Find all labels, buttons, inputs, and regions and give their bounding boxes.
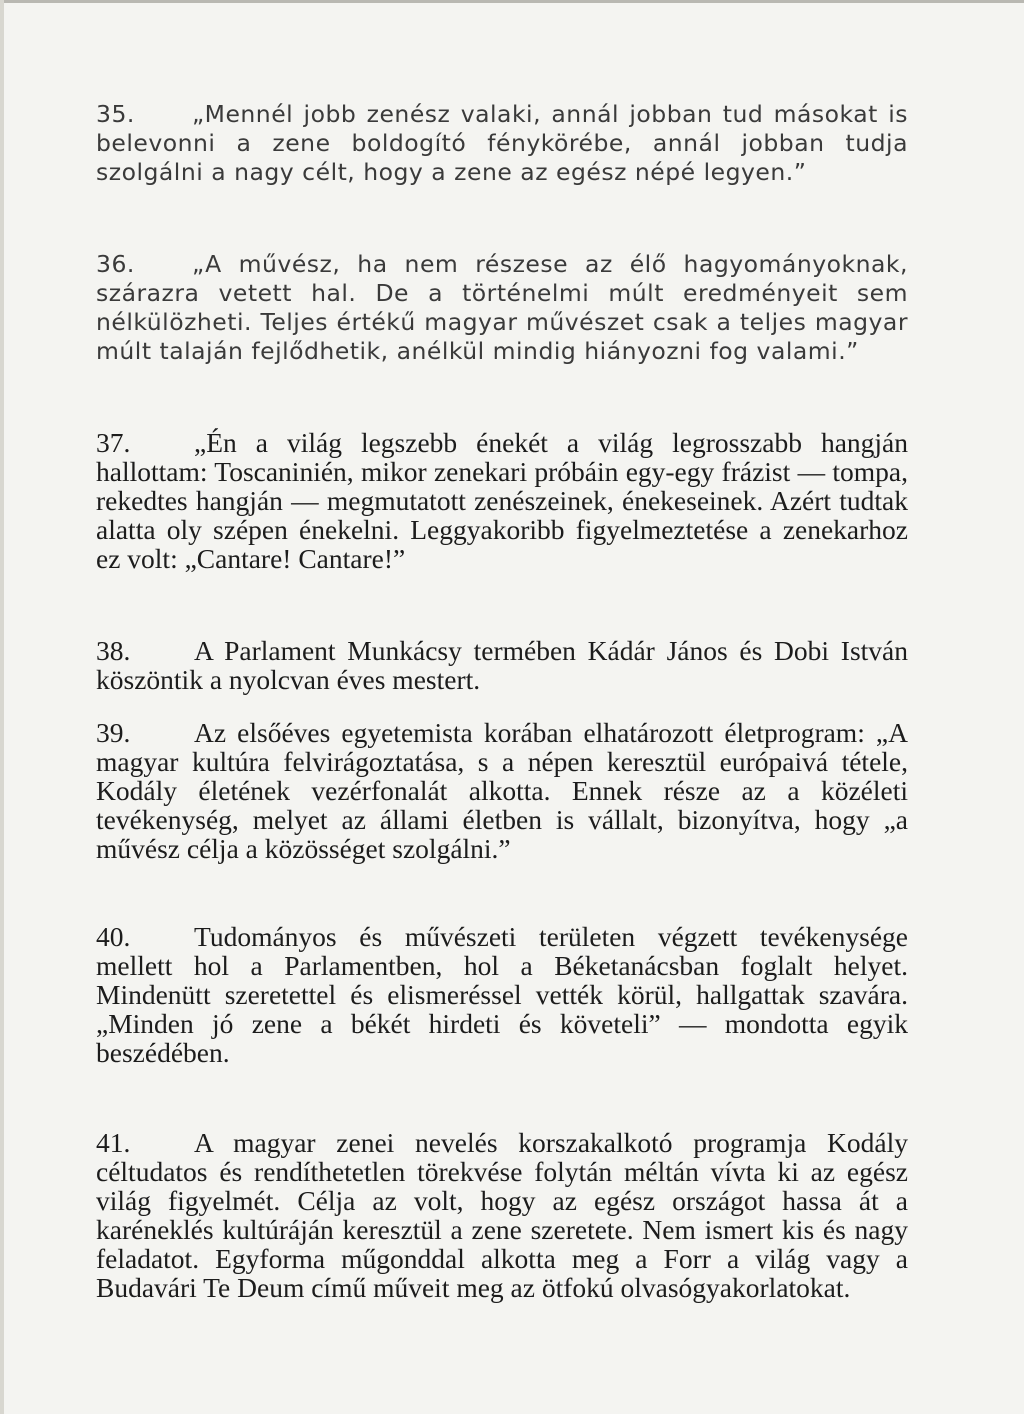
left-edge-shadow — [0, 0, 4, 1414]
caption-number: 39. — [96, 717, 131, 748]
caption-entry-39 — [96, 718, 908, 863]
caption-number: 41. — [96, 1127, 131, 1158]
caption-text: Tudományos és művészeti területen végzett tevékenysége mellett hol a Parlamentben, hol a Béketanácsban foglalt helyet. Mindenütt szeretettel és elismeréssel vették körül, hallgattak szavára. „Minden jó zene a békét hirdeti és követeli” — mondotta egyik beszédében. — [96, 921, 908, 1068]
caption-number: 38. — [96, 635, 131, 666]
caption-text: „Én a világ legszebb énekét a világ legrosszabb hangján hallottam: Toscaninién, mikor zenekari próbáin egy-egy frázist — tompa, rekedtes hangján — megmutatott zenészeinek, énekeseinek. Azért tudtak alatta oly szépen énekelni. Leggyakoribb figyelmeztetése a zenekarhoz ez volt: „Cantare! Cantare!” — [96, 427, 908, 574]
top-edge-rule — [0, 0, 1024, 3]
caption-number: 40. — [96, 921, 131, 952]
caption-text: „A művész, ha nem részese az élő hagyományoknak, szárazra vetett hal. De a történelmi múlt eredményeit sem nélkülözheti. Teljes értékű magyar művészet csak a teljes magyar múlt talaján fejlődhetik, anélkül mindig hiányozni fog valami.” — [96, 250, 908, 365]
caption-number: 35. — [96, 100, 135, 128]
caption-entry-35 — [96, 100, 908, 187]
caption-entry-36 — [96, 250, 908, 366]
caption-text: A magyar zenei nevelés korszakalkotó programja Kodály céltudatos és rendíthetetlen törekvése folytán méltán vívta ki az egész világ figyelmét. Célja az volt, hogy az egész országot hassa át a karéneklés kultúráján keresztül a zene szeretete. Nem ismert kis és nagy feladatot. Egyforma műgonddal alkotta meg a Forr a világ vagy a Budavári Te Deum című műveit meg az ötfokú olvasógyakorlatokat. — [96, 1127, 908, 1303]
caption-entry-37 — [96, 428, 908, 573]
caption-entry-41 — [96, 1128, 908, 1302]
caption-text: Az elsőéves egyetemista korában elhatározott életprogram: „A magyar kultúra felvirágoztatása, s a népen keresztül európaivá tétele, Kodály életének vezérfonalát alkotta. Ennek része az a közéleti tevékenység, melyet az állami életben is vállalt, bizonyítva, hogy „a művész célja a közösséget szolgálni.” — [96, 717, 908, 864]
caption-text: „Mennél jobb zenész valaki, annál jobban tud másokat is belevonni a zene boldogító fénykörébe, annál jobban tudja szolgálni a nagy célt, hogy a zene az egész népé legyen.” — [96, 100, 908, 186]
caption-number: 36. — [96, 250, 135, 278]
caption-entry-40 — [96, 922, 908, 1067]
caption-number: 37. — [96, 427, 131, 458]
caption-text: A Parlament Munkácsy termében Kádár János és Dobi István köszöntik a nyolcvan éves mestert. — [96, 635, 908, 695]
caption-entry-38 — [96, 636, 908, 694]
